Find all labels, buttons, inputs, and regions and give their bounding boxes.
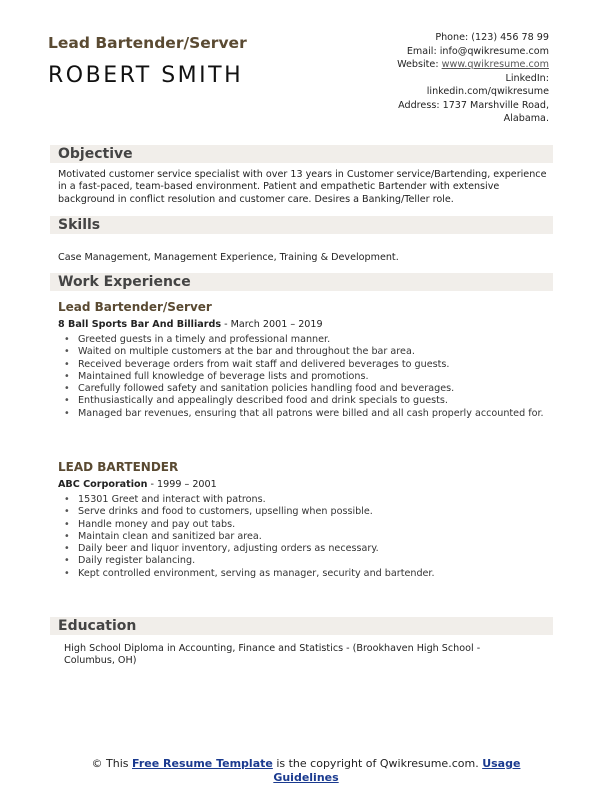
list-item: • 15301 Greet and interact with patrons. bbox=[64, 494, 549, 506]
job-1-dates: - March 2001 – 2019 bbox=[221, 319, 323, 330]
website-link[interactable]: www.qwikresume.com bbox=[441, 59, 549, 70]
list-item: • Maintained full knowledge of beverage lists and promotions. bbox=[64, 371, 549, 383]
candidate-name: ROBERT SMITH bbox=[48, 63, 244, 88]
job-1-title: Lead Bartender/Server bbox=[58, 300, 212, 314]
section-work-title: Work Experience bbox=[58, 274, 191, 290]
objective-text: Motivated customer service specialist with over 13 years in Customer service/Bartending, experience in a fast-paced, team-based environment. Patient and empathetic Bartender with extensive background in conflict resolution and customer care. Desires a Banking/Teller role. bbox=[58, 169, 547, 205]
contact-website bbox=[329, 58, 549, 72]
footer bbox=[60, 757, 552, 785]
job-2-dates: - 1999 – 2001 bbox=[147, 479, 217, 490]
list-item: • Enthusiastically and appealingly described food and drink specials to guests. bbox=[64, 395, 549, 407]
list-item: • Handle money and pay out tabs. bbox=[64, 519, 549, 531]
contact-address-line2: Alabama. bbox=[503, 113, 549, 124]
usage-guidelines-link[interactable]: Usage Guidelines bbox=[273, 757, 521, 784]
list-item: • Waited on multiple customers at the bar and throughout the bar area. bbox=[64, 346, 549, 358]
job-1-employer: 8 Ball Sports Bar And Billiards bbox=[58, 319, 222, 330]
contact-email: Email: info@qwikresume.com bbox=[406, 45, 549, 57]
list-item: • Greeted guests in a timely and professional manner. bbox=[64, 334, 549, 346]
website-label: Website: bbox=[397, 59, 442, 70]
list-item: • Daily register balancing. bbox=[64, 555, 549, 567]
skills-text: Case Management, Management Experience, Training & Development. bbox=[58, 252, 399, 263]
list-item: • Maintain clean and sanitized bar area. bbox=[64, 531, 549, 543]
section-skills-title: Skills bbox=[58, 217, 101, 233]
section-skills bbox=[50, 216, 553, 234]
free-resume-template-link[interactable]: Free Resume Template bbox=[132, 757, 273, 770]
job-2-employer-line bbox=[58, 479, 217, 490]
education-text: High School Diploma in Accounting, Finance and Statistics - (Brookhaven High School - Columbus, OH) bbox=[64, 643, 481, 667]
contact-linkedin-value: linkedin.com/qwikresume bbox=[426, 86, 549, 97]
list-item: • Received beverage orders from wait staff and delivered beverages to guests. bbox=[64, 359, 549, 371]
job-2-employer: ABC Corporation bbox=[58, 479, 148, 490]
footer-prefix: © This bbox=[91, 757, 133, 770]
list-item: • Serve drinks and food to customers, upselling when possible. bbox=[64, 506, 549, 518]
list-item: • Managed bar revenues, ensuring that all patrons were billed and all cash properly accounted for. bbox=[64, 408, 549, 420]
section-education-title: Education bbox=[58, 618, 137, 634]
job-2-title: LEAD BARTENDER bbox=[58, 460, 179, 474]
job-2-bullets bbox=[64, 494, 549, 580]
section-objective-title: Objective bbox=[58, 146, 133, 162]
list-item: • Kept controlled environment, serving as manager, security and bartender. bbox=[64, 568, 549, 580]
section-objective bbox=[50, 145, 553, 163]
list-item: • Carefully followed safety and sanitation policies handling food and beverages. bbox=[64, 383, 549, 395]
section-education bbox=[50, 617, 553, 635]
section-work-experience bbox=[50, 273, 553, 291]
footer-middle: is the copyright of Qwikresume.com. bbox=[272, 757, 483, 770]
contact-block bbox=[329, 31, 549, 126]
list-item: • Daily beer and liquor inventory, adjusting orders as necessary. bbox=[64, 543, 549, 555]
contact-address-line1: Address: 1737 Marshville Road, bbox=[398, 99, 549, 111]
job-1-bullets bbox=[64, 334, 549, 420]
job-1-employer-line bbox=[58, 319, 323, 330]
header-job-title: Lead Bartender/Server bbox=[48, 34, 247, 52]
contact-phone: Phone: (123) 456 78 99 bbox=[435, 32, 549, 43]
contact-linkedin-label: LinkedIn: bbox=[505, 72, 549, 84]
